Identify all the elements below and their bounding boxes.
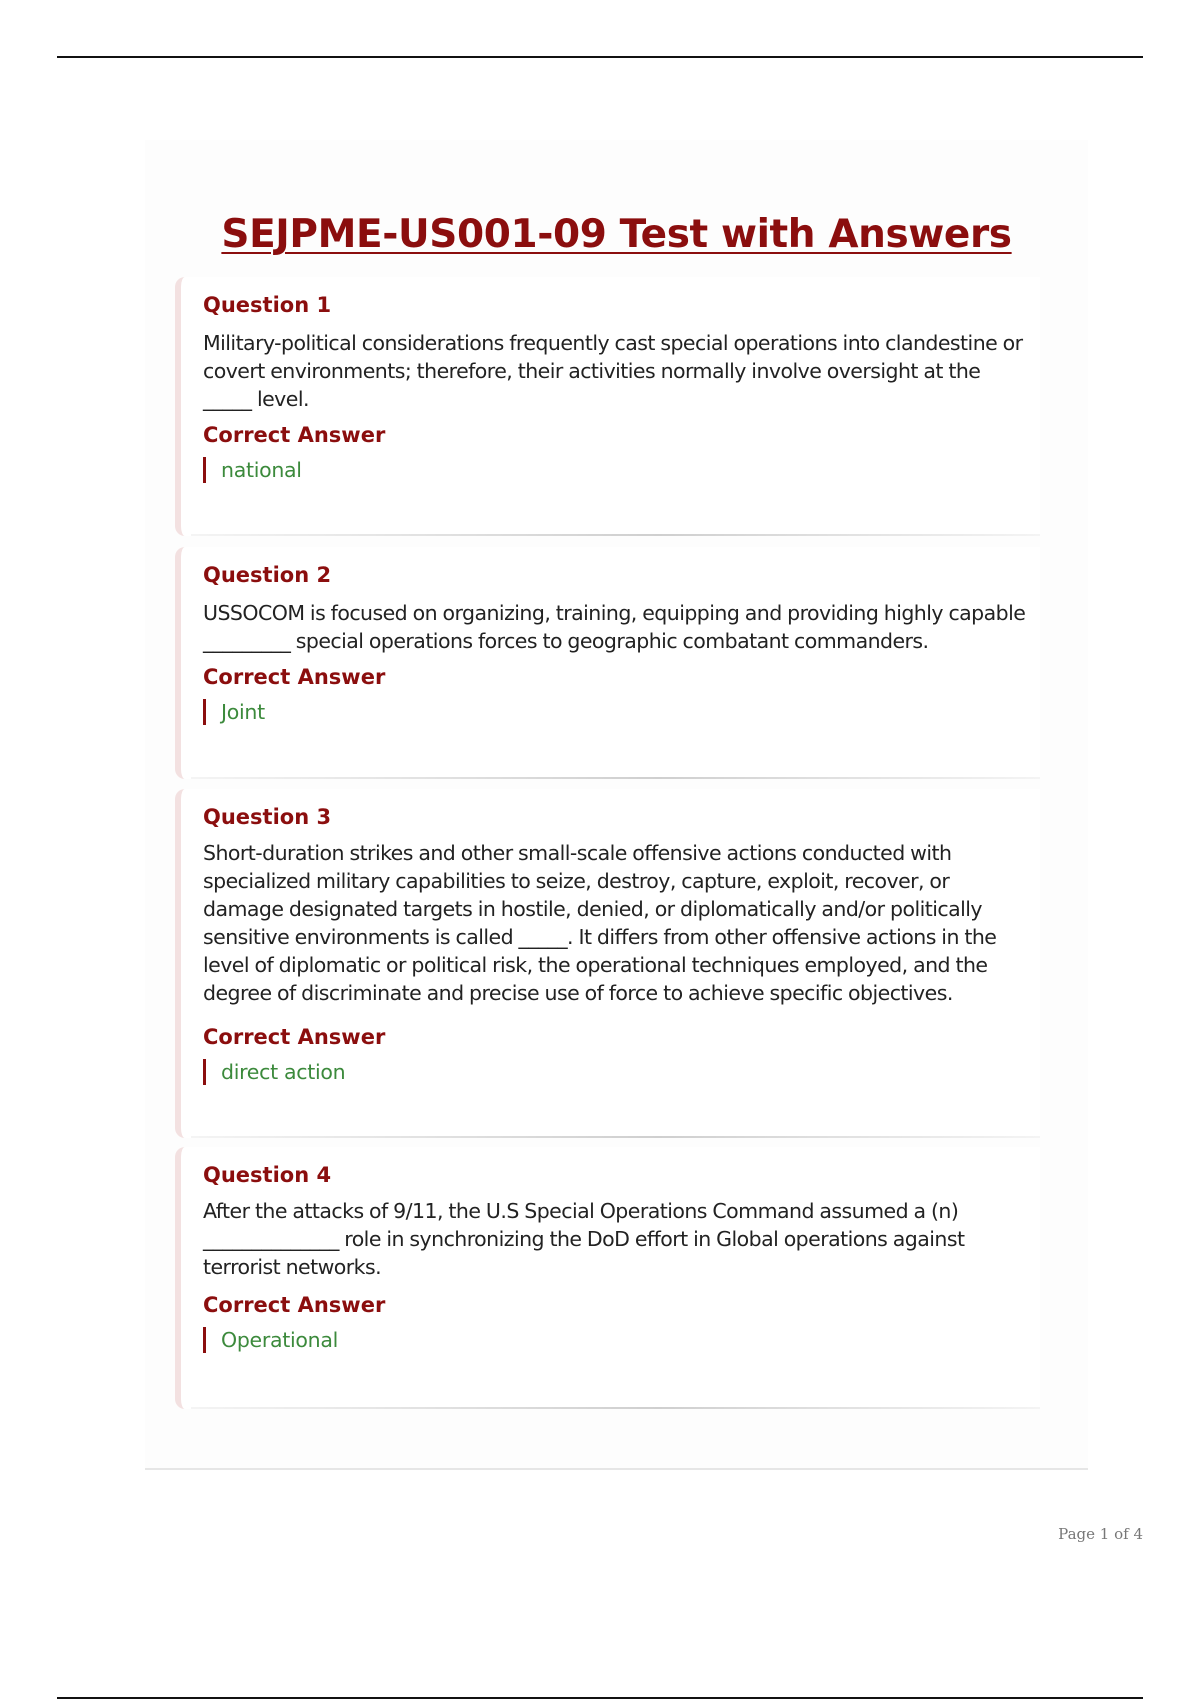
question-text: Military-political considerations frequently cast special operations into clandestine or covert environments; therefore, their activities normally involve oversight at the _____ level.	[203, 331, 1023, 411]
question-text: Short-duration strikes and other small-scale offensive actions conducted with specialized military capabilities to seize, destroy, capture, exploit, recover, or damage designated targets in hostile, denied, or diplomatically and/or politically sensitive environments is called _____. It differs from other offensive actions in the level of diplomatic or political risk, the operational techniques employed, and the degree of discriminate and precise use of force to achieve specific objectives.	[203, 841, 997, 1005]
page-number: Page 1 of 4	[1058, 1525, 1143, 1543]
question-label: Question 2	[203, 563, 332, 587]
question-label: Question 3	[203, 805, 332, 829]
document-title-text: SEJPME-US001-09 Test with Answers	[221, 212, 1012, 257]
question-text: After the attacks of 9/11, the U.S Special Operations Command assumed a (n) ______________ role in synchronizing the DoD effort in Global operations against terrorist networks.	[203, 1199, 965, 1279]
correct-answer-label: Correct Answer	[203, 423, 386, 447]
document-title	[145, 212, 1088, 257]
question-label: Question 1	[203, 293, 332, 317]
question-label: Question 4	[203, 1163, 332, 1187]
correct-answer-label: Correct Answer	[203, 1293, 386, 1317]
question-card-4	[175, 1147, 1040, 1409]
page-top-rule	[57, 56, 1143, 58]
question-card-1	[175, 277, 1040, 536]
question-text: USSOCOM is focused on organizing, training, equipping and providing highly capable _________ special operations forces to geographic combatant commanders.	[203, 601, 1026, 653]
correct-answer: direct action	[203, 1059, 345, 1085]
document-page	[145, 140, 1088, 1468]
correct-answer: national	[203, 457, 302, 483]
correct-answer: Joint	[203, 699, 265, 725]
question-card-3	[175, 789, 1040, 1138]
question-card-2	[175, 547, 1040, 779]
correct-answer: Operational	[203, 1327, 338, 1353]
footer-divider	[145, 1468, 1088, 1470]
correct-answer-label: Correct Answer	[203, 1025, 386, 1049]
correct-answer-label: Correct Answer	[203, 665, 386, 689]
page-bottom-rule	[57, 1697, 1143, 1699]
